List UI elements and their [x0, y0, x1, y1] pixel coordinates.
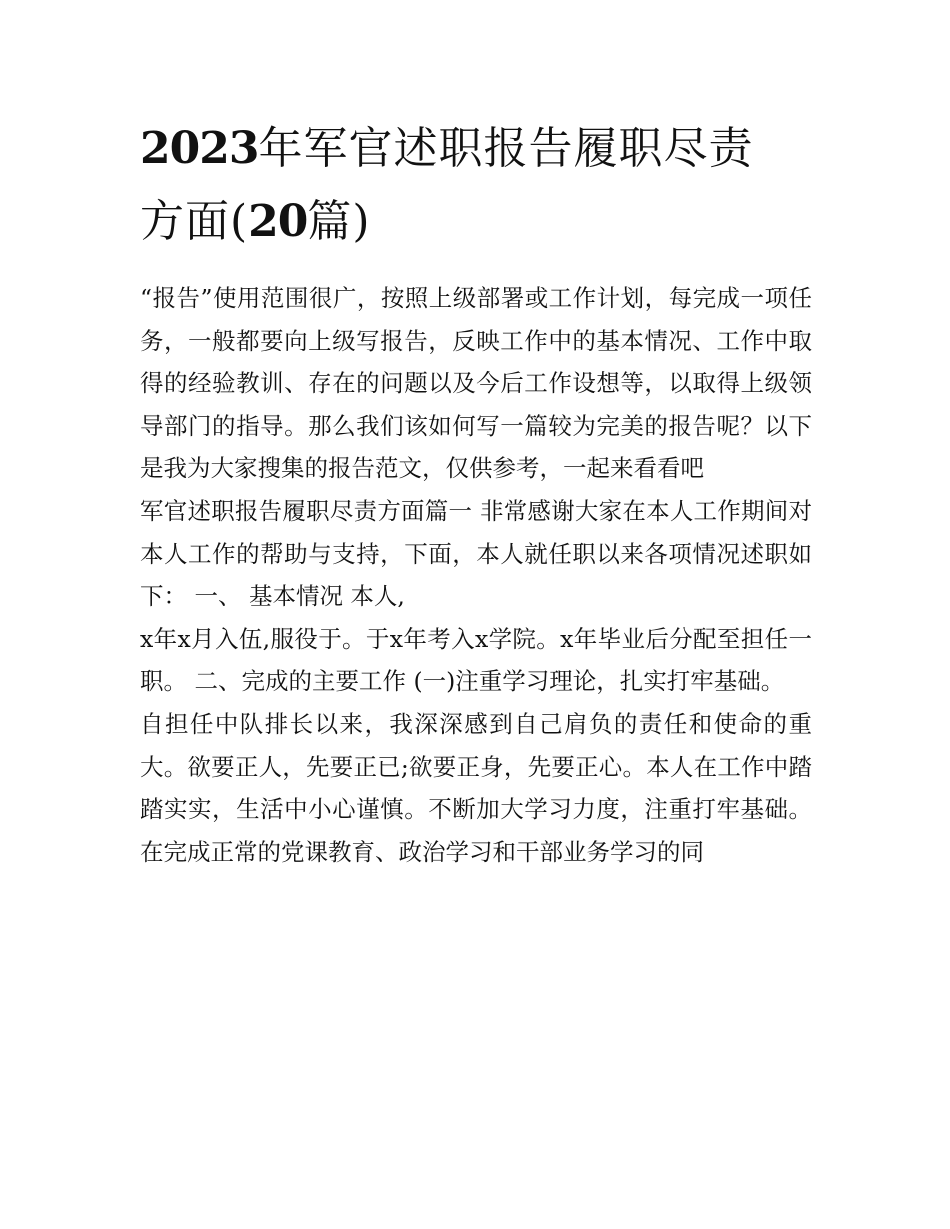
- title-line-1: 2023年军官述职报告履职尽责: [140, 123, 754, 174]
- study-paragraph: 自担任中队排长以来，我深深感到自己肩负的责任和使命的重大。欲要正人，先要正已;欲要正身，先要正心。本人在工作中踏踏实实，生活中小心谨慎。不断加大学习力度，注重打牢基础。在完成正常的党课教育、政治学习和干部业务学习的同: [140, 709, 812, 866]
- document-page: [140, 112, 812, 873]
- background-paragraph: x年x月入伍,服役于。于x年考入x学院。x年毕业后分配至担任一职。 二、完成的主要工作 (一)注重学习理论，扎实打牢基础。: [140, 624, 812, 696]
- document-title: [140, 112, 812, 258]
- section-one-paragraph: 军官述职报告履职尽责方面篇一 非常感谢大家在本人工作期间对本人工作的帮助与支持，下面，本人就任职以来各项情况述职如下： 一、 基本情况 本人,: [140, 496, 812, 611]
- intro-paragraph: “报告”使用范围很广，按照上级部署或工作计划，每完成一项任务，一般都要向上级写报告，反映工作中的基本情况、工作中取得的经验教训、存在的问题以及今后工作设想等，以取得上级领导部门的指导。那么我们该如何写一篇较为完美的报告呢？以下是我为大家搜集的报告范文，仅供参考，一起来看看吧: [140, 284, 812, 483]
- title-line-2: 方面(20篇): [140, 196, 371, 247]
